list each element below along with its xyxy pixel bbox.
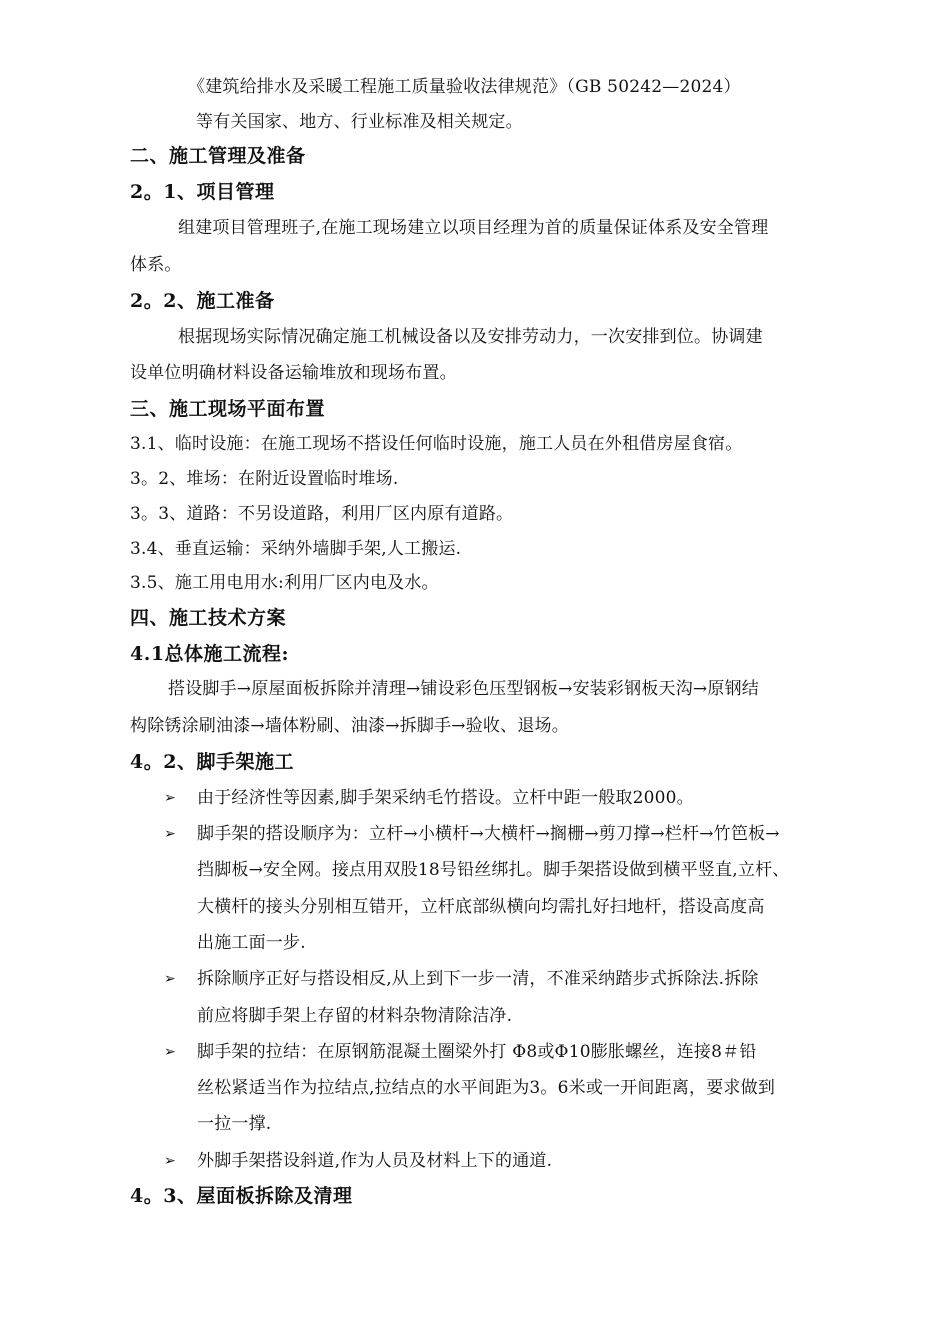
bullet-arrow-icon: ➢ xyxy=(164,1153,176,1169)
bullet-arrow-icon: ➢ xyxy=(164,790,176,806)
section-heading-3: 三、施工现场平面布置 xyxy=(130,398,326,420)
bullet-item-2-line1: 脚手架的搭设顺序为：立杆→小横杆→大横杆→搁栅→剪刀撑→栏杆→竹笆板→ xyxy=(197,824,780,844)
bullet-arrow-icon: ➢ xyxy=(164,1044,176,1060)
list-item-3-3: 3。3、道路：不另设道路，利用厂区内原有道路。 xyxy=(130,504,514,524)
list-item-3-2: 3。2、堆场：在附近设置临时堆场. xyxy=(130,469,399,489)
subheading-4-1: 4.1总体施工流程: xyxy=(130,643,290,665)
list-item-3-5: 3.5、施工用电用水:利用厂区内电及水。 xyxy=(130,573,439,593)
standard-reference: 《建筑给排水及采暖工程施工质量验收法律规范》（GB 50242—2024） xyxy=(188,77,741,97)
bullet-item-1: 由于经济性等因素,脚手架采纳毛竹搭设。立杆中距一般取2000。 xyxy=(197,788,694,808)
section-heading-2: 二、施工管理及准备 xyxy=(130,145,306,167)
intro-paragraph: 等有关国家、地方、行业标准及相关规定。 xyxy=(196,112,523,132)
bullet-item-2-line4: 出施工面一步. xyxy=(197,933,306,953)
bullet-arrow-icon: ➢ xyxy=(164,826,176,842)
subheading-4-3: 4。3、屋面板拆除及清理 xyxy=(130,1185,353,1207)
bullet-item-4-line1: 脚手架的拉结：在原钢筋混凝土圈梁外打 Φ8或Φ10膨胀螺丝，连接8＃铅 xyxy=(197,1042,757,1062)
bullet-item-2-line2: 挡脚板→安全网。接点用双股18号铅丝绑扎。脚手架搭设做到横平竖直,立杆、 xyxy=(197,860,790,880)
paragraph-2-2-line1: 根据现场实际情况确定施工机械设备以及安排劳动力，一次安排到位。协调建 xyxy=(178,327,763,347)
paragraph-4-1-line2: 构除锈涂刷油漆→墙体粉刷、油漆→拆脚手→验收、退场。 xyxy=(130,716,569,736)
list-item-3-4: 3.4、垂直运输：采纳外墙脚手架,人工搬运. xyxy=(130,539,462,559)
bullet-arrow-icon: ➢ xyxy=(164,971,176,987)
bullet-item-4-line3: 一拉一撑. xyxy=(197,1114,272,1134)
paragraph-2-1-line2: 体系。 xyxy=(130,255,182,275)
bullet-item-4-line2: 丝松紧适当作为拉结点,拉结点的水平间距为3。6米或一开间距离，要求做到 xyxy=(197,1078,776,1098)
paragraph-2-2-line2: 设单位明确材料设备运输堆放和现场布置。 xyxy=(130,363,457,383)
bullet-item-2-line3: 大横杆的接头分别相互错开，立杆底部纵横向均需扎好扫地杆，搭设高度高 xyxy=(197,897,765,917)
subheading-2-1: 2。1、项目管理 xyxy=(130,181,275,203)
list-item-3-1: 3.1、临时设施：在施工现场不搭设任何临时设施，施工人员在外租借房屋食宿。 xyxy=(130,434,743,454)
subheading-4-2: 4。2、脚手架施工 xyxy=(130,751,294,773)
section-heading-4: 四、施工技术方案 xyxy=(130,607,287,629)
paragraph-2-1-line1: 组建项目管理班子,在施工现场建立以项目经理为首的质量保证体系及安全管理 xyxy=(178,218,769,238)
paragraph-4-1-line1: 搭设脚手→原屋面板拆除并清理→铺设彩色压型钢板→安装彩钢板天沟→原钢结 xyxy=(168,679,759,699)
bullet-item-5: 外脚手架搭设斜道,作为人员及材料上下的通道. xyxy=(197,1151,553,1171)
bullet-item-3-line2: 前应将脚手架上存留的材料杂物清除洁净. xyxy=(197,1006,513,1026)
bullet-item-3-line1: 拆除顺序正好与搭设相反,从上到下一步一清，不准采纳踏步式拆除法.拆除 xyxy=(197,969,759,989)
subheading-2-2: 2。2、施工准备 xyxy=(130,290,275,312)
